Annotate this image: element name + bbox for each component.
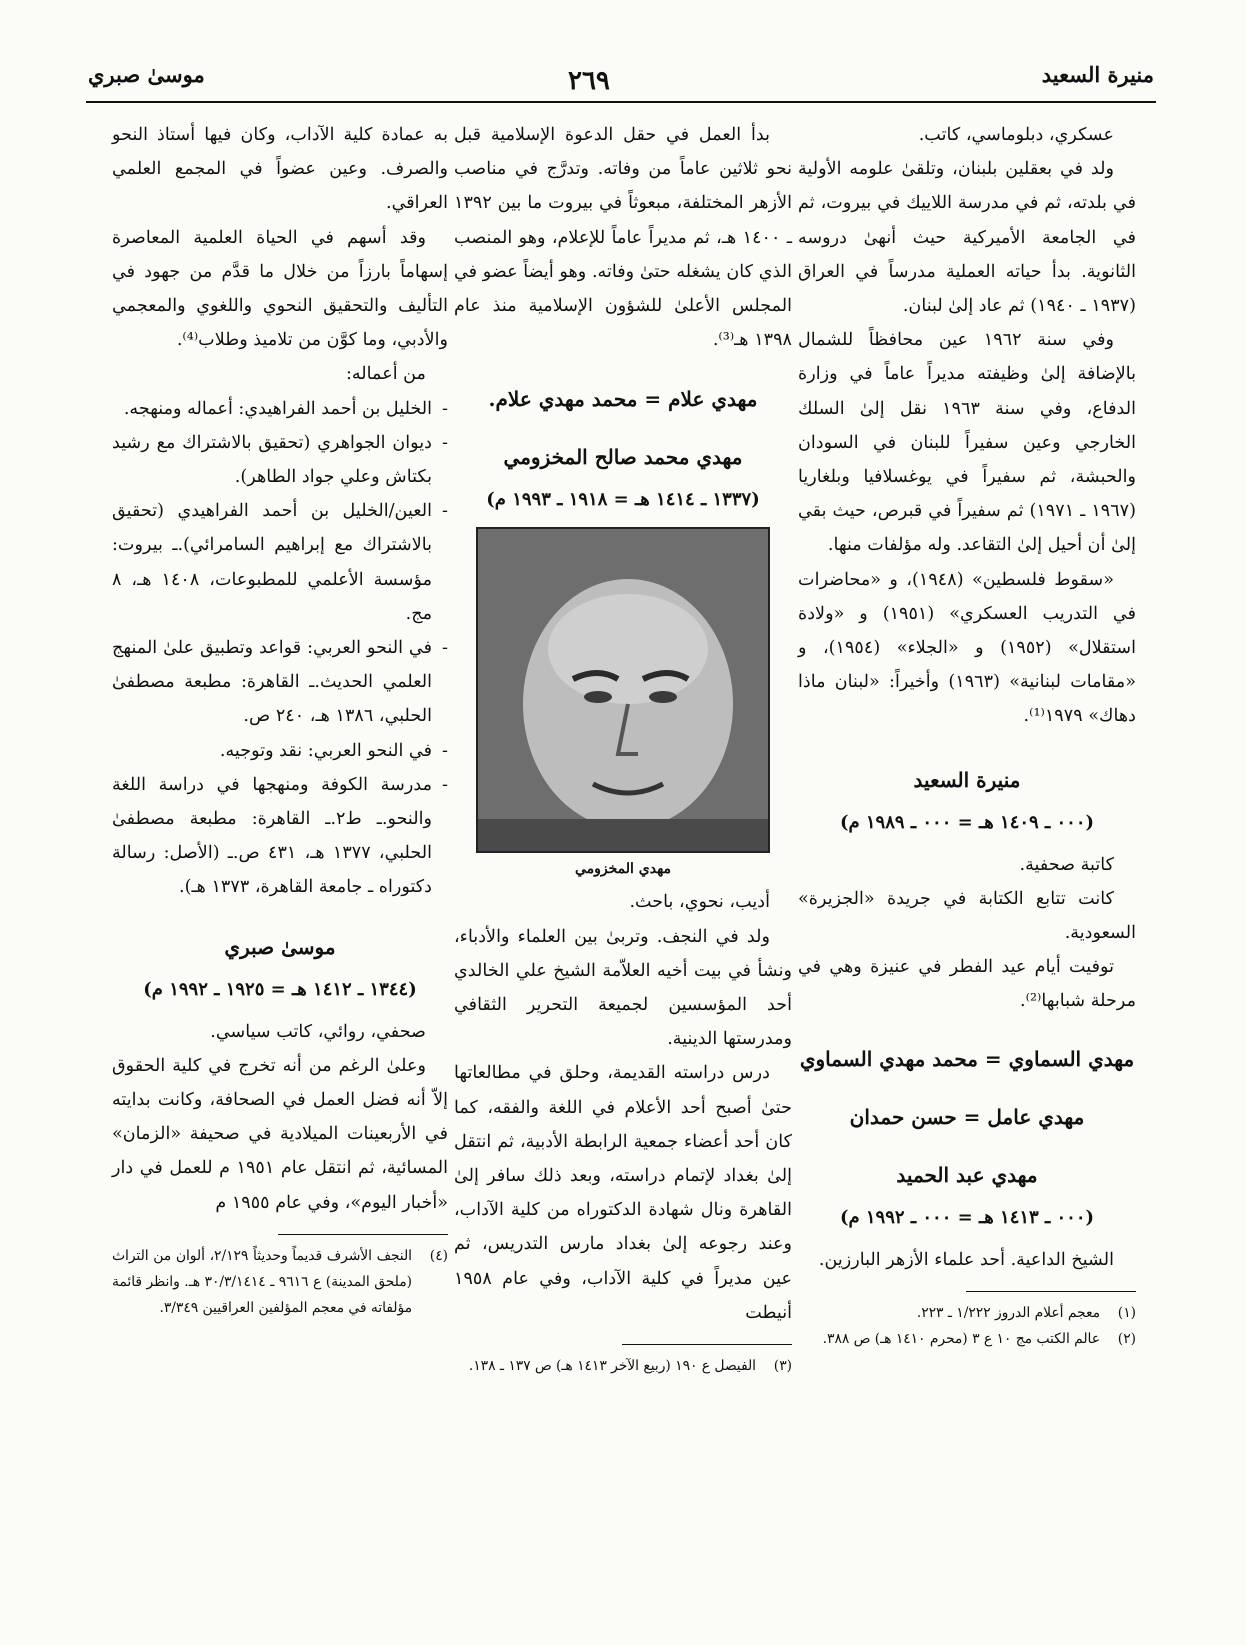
paragraph: كانت تتابع الكتابة في جريدة «الجزيرة» السعودية. bbox=[798, 888, 1136, 944]
running-title-left: موسىٰ صبري bbox=[88, 62, 205, 87]
entry-heading: مهدي عبد الحميد bbox=[896, 1162, 1038, 1187]
paragraph: به عمادة كلية الآداب، وكان فيها أستاذ النحو والصرف. وعين عضواً في المجمع العلمي العراقي. bbox=[112, 125, 448, 214]
footnote bbox=[798, 1300, 1136, 1326]
footnote bbox=[112, 1243, 448, 1321]
footnote-rule bbox=[622, 1344, 792, 1345]
paragraph: بدأ العمل في حقل الدعوة الإسلامية قبل نحو ثلاثين عاماً من وفاته. وتدرَّج في مناصب الأزهر المختلفة، مبعوثاً في بيروت ما بين ١٣٩٢ ـ ١٤٠٠ هـ، ثم مديراً عاماً للإعلام، وهو المنصب الذي كان يشغله حتىٰ وفاته. وهو أيضاً عضو في المجلس الأعلىٰ للشؤون الإسلامية منذ عام ١٣٩٨ هـ⁽³⁾. bbox=[454, 125, 792, 351]
page-number: ٢٦٩ bbox=[568, 66, 610, 96]
portrait-image bbox=[478, 529, 768, 851]
list-item: - العين/الخليل بن أحمد الفراهيدي (تحقيق بالاشتراك مع إبراهيم السامرائي).ـ بيروت: مؤسسة الأعلمي للمطبوعات، ١٤٠٨ هـ، ٨ مج. bbox=[112, 494, 448, 631]
entry-heading: موسىٰ صبري bbox=[224, 934, 336, 959]
footnote-number: (٢) bbox=[1117, 1330, 1136, 1347]
footnote-text: عالم الكتب مج ١٠ ع ٣ (محرم ١٤١٠ هـ) ص ٣٨٨. bbox=[822, 1330, 1100, 1347]
paragraph: توفيت أيام عيد الفطر في عنيزة وهي في مرحلة شبابها⁽²⁾. bbox=[798, 957, 1136, 1012]
footnote-text: الفيصل ع ١٩٠ (ربيع الآخر ١٤١٣ هـ) ص ١٣٧ ـ ١٣٨. bbox=[468, 1358, 756, 1375]
column-left bbox=[112, 118, 448, 1321]
entry-heading: مهدي محمد صالح المخزومي bbox=[503, 445, 743, 470]
entry-heading: منيرة السعيد bbox=[913, 767, 1021, 792]
running-title-right: منيرة السعيد bbox=[1041, 62, 1154, 87]
list-item: - ديوان الجواهري (تحقيق بالاشتراك مع رشيد بكتاش وعلي جواد الطاهر). bbox=[112, 426, 448, 494]
list-item: - في النحو العربي: نقد وتوجيه. bbox=[112, 734, 448, 768]
footnote bbox=[798, 1326, 1136, 1352]
paragraph: عسكري، دبلوماسي، كاتب. bbox=[918, 125, 1114, 145]
paragraph: وعلىٰ الرغم من أنه تخرج في كلية الحقوق إلاّ أنه فضل العمل في الصحافة، وكانت بدايته في الأربعينات الميلادية في صحيفة «الزمان» المسائية، ثم انتقل عام ١٩٥١ م للعمل في دار «أخبار اليوم»، وفي عام ١٩٥٥ م bbox=[112, 1055, 448, 1213]
paragraph: درس دراسته القديمة، وحلق في مطالعاتها حتىٰ أصبح أحد الأعلام في اللغة والفقه، كما كان أحد أعضاء جمعية الرابطة الأدبية، ثم انتقل إلىٰ بغداد لإتمام دراسته، وبعد ذلك سافر إلىٰ القاهرة ونال شهادة الدكتوراه من كلية الآداب، وعند رجوعه إلىٰ بغداد مارس التدريس، ثم عين مديراً في كلية الآداب، وفي عام ١٩٥٨ أنيطت bbox=[454, 1063, 792, 1323]
footnote-number: (١) bbox=[1117, 1304, 1136, 1321]
entry-heading: مهدي علام = محمد مهدي علام. bbox=[488, 387, 758, 412]
column-middle bbox=[454, 118, 792, 1379]
paragraph: وفي سنة ١٩٦٢ عين محافظاً للشمال بالإضافة إلىٰ وظيفته مديراً عاماً في وزارة الدفاع، وفي سنة ١٩٦٣ نقل إلىٰ السلك الخارجي وعين سفيراً للبنان في السودان والحبشة، ثم سفيراً في يوغسلافيا وبلغاريا (١٩٦٧ ـ ١٩٧١) ثم سفيراً في قبرص، حيث بقي إلىٰ أن أحيل إلىٰ التقاعد. وله مؤلفات منها. bbox=[798, 330, 1136, 556]
footnote bbox=[454, 1353, 792, 1379]
footnote-text: النجف الأشرف قديماً وحديثاً ٢/١٢٩، ألوان من التراث (ملحق المدينة) ع ٩٦١٦ ـ ٣٠/٣/١٤١٤ هـ. وانظر قائمة مؤلفاته في معجم المؤلفين العراقيين ٣/٣٤٩. bbox=[112, 1247, 412, 1316]
page-header bbox=[88, 58, 1154, 98]
list-item: - الخليل بن أحمد الفراهيدي: أعماله ومنهجه. bbox=[112, 392, 448, 426]
entry-dates: (٠٠٠ ـ ١٤١٣ هـ = ٠٠٠ ـ ١٩٩٢ م) bbox=[839, 1206, 1095, 1228]
paragraph: «سقوط فلسطين» (١٩٤٨)، و «محاضرات في التدريب العسكري» (١٩٥١) و «ولادة استقلال» (١٩٥٢) و «الجلاء» (١٩٥٤)، و «مقامات لبنانية» (١٩٦٣) وأخيراً: «لبنان ماذا دهاك» ١٩٧٩⁽¹⁾. bbox=[798, 569, 1136, 727]
paragraph: وقد أسهم في الحياة العلمية المعاصرة إسهاماً بارزاً من خلال ما قدَّم من جهود في التأليف والتحقيق النحوي واللغوي والمعجمي والأدبي، وما كوَّن من تلاميذ وطلاب⁽⁴⁾. bbox=[112, 227, 448, 351]
footnote-text: معجم أعلام الدروز ١/٢٢٢ ـ ٢٢٣. bbox=[916, 1304, 1100, 1321]
works-list bbox=[112, 392, 448, 905]
works-intro: من أعماله: bbox=[345, 364, 426, 385]
paragraph: ولد في النجف. وتربىٰ بين العلماء والأدباء، ونشأ في بيت أخيه العلاّمة الشيخ علي الخالدي أحد المؤسسين لجميعة التحرير الثقافي ومدرستها الدينية. bbox=[454, 926, 792, 1050]
footnote-number: (٣) bbox=[773, 1358, 792, 1375]
paragraph: الشيخ الداعية. أحد علماء الأزهر البارزين. bbox=[818, 1249, 1114, 1270]
paragraph: صحفي، روائي، كاتب سياسي. bbox=[210, 1021, 426, 1042]
paragraph: أديب، نحوي، باحث. bbox=[629, 892, 770, 913]
entry-heading: مهدي السماوي = محمد مهدي السماوي bbox=[799, 1046, 1135, 1071]
paragraph: ولد في بعقلين بلبنان، وتلقىٰ علومه الأولية في بلدته، ثم في مدرسة اللاييك في بيروت، ثم في الجامعة الأميركية حيث أنهىٰ دروسه الثانوية. بدأ حياته العملية مدرساً في العراق (١٩٣٧ ـ ١٩٤٠) ثم عاد إلىٰ لبنان. bbox=[798, 159, 1136, 317]
footnote-rule bbox=[278, 1234, 448, 1235]
list-item: - في النحو العربي: قواعد وتطبيق علىٰ المنهج العلمي الحديث.ـ القاهرة: مطبعة مصطفىٰ الحلبي، ١٣٨٦ هـ، ٢٤٠ ص. bbox=[112, 631, 448, 734]
portrait-photo bbox=[476, 527, 770, 853]
paragraph: كاتبة صحفية. bbox=[1019, 854, 1114, 875]
entry-dates: (١٣٤٤ ـ ١٤١٢ هـ = ١٩٢٥ ـ ١٩٩٢ م) bbox=[143, 978, 417, 1000]
footnote-rule bbox=[966, 1291, 1136, 1292]
entry-dates: (٠٠٠ ـ ١٤٠٩ هـ = ٠٠٠ ـ ١٩٨٩ م) bbox=[839, 811, 1095, 833]
entry-dates: (١٣٣٧ ـ ١٤١٤ هـ = ١٩١٨ ـ ١٩٩٣ م) bbox=[486, 489, 760, 511]
photo-caption: مهدي المخزومي bbox=[574, 861, 672, 878]
footnote-number: (٤) bbox=[429, 1247, 448, 1264]
column-right bbox=[798, 118, 1136, 1352]
list-item: - مدرسة الكوفة ومنهجها في دراسة اللغة والنحو.ـ ط٢.ـ القاهرة: مطبعة مصطفىٰ الحلبي، ١٣٧٧ هـ، ٤٣١ ص.ـ (الأصل: رسالة دكتوراه ـ جامعة القاهرة، ١٣٧٣ هـ). bbox=[112, 768, 448, 905]
header-rule bbox=[86, 101, 1156, 103]
entry-heading: مهدي عامل = حسن حمدان bbox=[849, 1104, 1085, 1129]
